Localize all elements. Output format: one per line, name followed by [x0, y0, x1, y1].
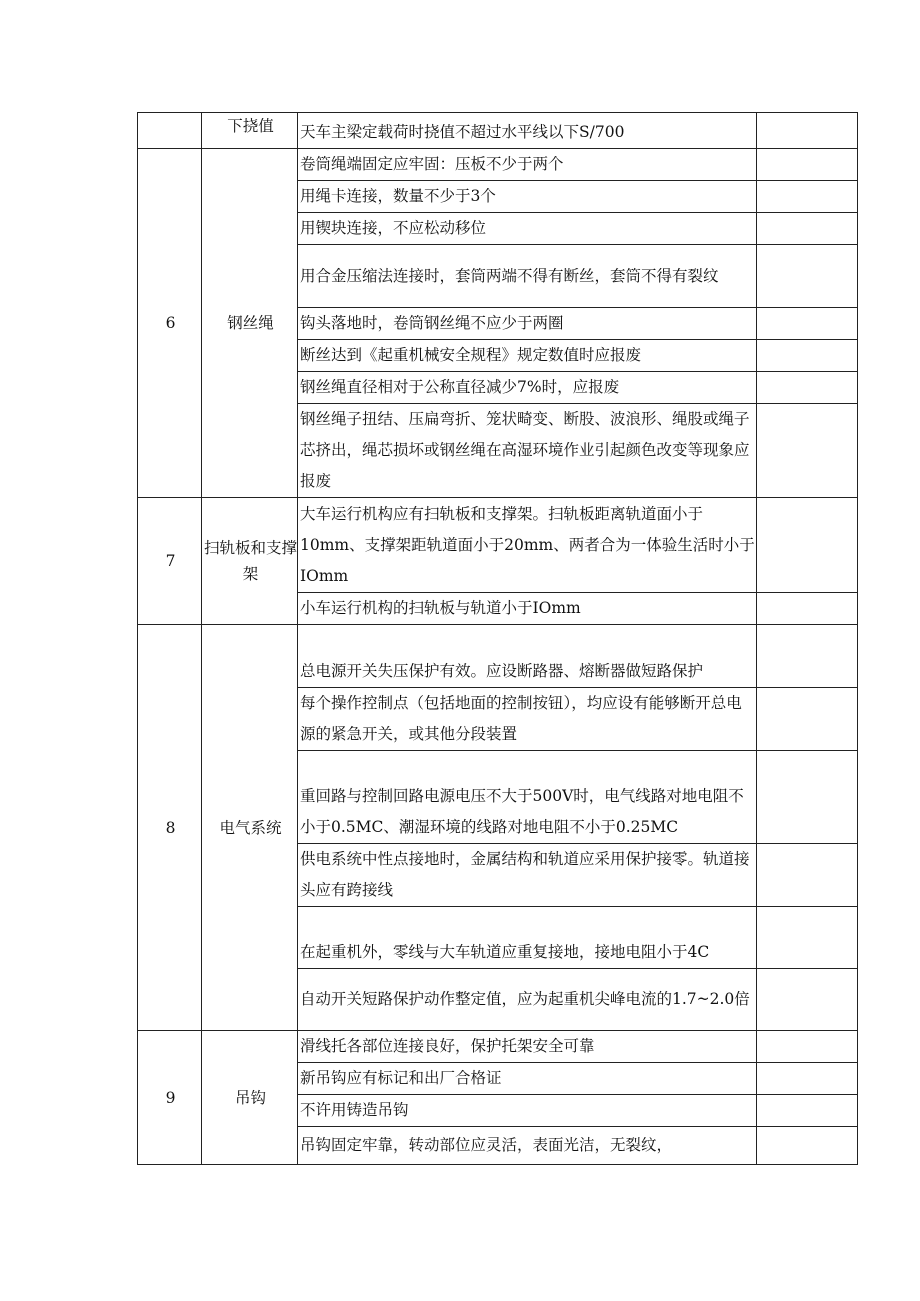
check-result-cell [757, 751, 858, 844]
item-number: 9 [138, 1031, 202, 1165]
requirement-text: 钢丝绳子扭结、压扁弯折、笼状畸变、断股、波浪形、绳股或绳子芯挤出，绳芯损坏或钢丝绳在高湿环境作业引起颜色改变等现象应报废 [298, 404, 757, 498]
check-result-cell [757, 625, 858, 688]
item-name: 扫轨板和支撑架 [202, 498, 298, 625]
requirement-text: 每个操作控制点（包括地面的控制按钮），均应设有能够断开总电源的紧急开关，或其他分段装置 [298, 688, 757, 751]
requirement-text: 滑线托各部位连接良好，保护托架安全可靠 [298, 1031, 757, 1063]
check-result-cell [757, 245, 858, 308]
item-name: 钢丝绳 [202, 149, 298, 498]
requirement-text: 大车运行机构应有扫轨板和支撑架。扫轨板距离轨道面小于10mm、支撑架距轨道面小于20mm、两者合为一体验生活时小于IOmm [298, 498, 757, 593]
requirement-text: 钢丝绳直径相对于公称直径减少7%时，应报废 [298, 372, 757, 404]
requirement-text: 天车主梁定载荷时挠值不超过水平线以下S/700 [298, 113, 757, 149]
item-name: 电气系统 [202, 625, 298, 1031]
requirement-text: 卷筒绳端固定应牢固：压板不少于两个 [298, 149, 757, 181]
requirement-text: 不许用铸造吊钩 [298, 1095, 757, 1127]
check-result-cell [757, 149, 858, 181]
table-row [138, 625, 858, 688]
item-number: 6 [138, 149, 202, 498]
check-result-cell [757, 372, 858, 404]
requirement-text: 重回路与控制回路电源电压不大于500V时，电气线路对地电阻不小于0.5MC、潮湿环境的线路对地电阻不小于0.25MC [298, 751, 757, 844]
inspection-table-body [138, 113, 858, 1165]
check-result-cell [757, 340, 858, 372]
item-name: 吊钩 [202, 1031, 298, 1165]
table-row [138, 149, 858, 181]
check-result-cell [757, 404, 858, 498]
requirement-text: 总电源开关失压保护有效。应设断路器、熔断器做短路保护 [298, 625, 757, 688]
item-number [138, 113, 202, 149]
check-result-cell [757, 498, 858, 593]
check-result-cell [757, 1095, 858, 1127]
requirement-text: 吊钩固定牢靠，转动部位应灵活，表面光洁，无裂纹， [298, 1127, 757, 1165]
check-result-cell [757, 844, 858, 907]
check-result-cell [757, 688, 858, 751]
table-row [138, 113, 858, 149]
requirement-text: 供电系统中性点接地时，金属结构和轨道应采用保护接零。轨道接头应有跨接线 [298, 844, 757, 907]
requirement-text: 自动开关短路保护动作整定值，应为起重机尖峰电流的1.7~2.0倍 [298, 969, 757, 1031]
check-result-cell [757, 113, 858, 149]
requirement-text: 钩头落地时，卷筒钢丝绳不应少于两圈 [298, 308, 757, 340]
check-result-cell [757, 1127, 858, 1165]
table-row [138, 498, 858, 593]
check-result-cell [757, 907, 858, 969]
table-row [138, 1031, 858, 1063]
item-name: 下挠值 [202, 113, 298, 149]
requirement-text: 新吊钩应有标记和出厂合格证 [298, 1063, 757, 1095]
check-result-cell [757, 1031, 858, 1063]
requirement-text: 用合金压缩法连接时，套筒两端不得有断丝，套筒不得有裂纹 [298, 245, 757, 308]
check-result-cell [757, 969, 858, 1031]
requirement-text: 用绳卡连接，数量不少于3个 [298, 181, 757, 213]
requirement-text: 断丝达到《起重机械安全规程》规定数值时应报废 [298, 340, 757, 372]
check-result-cell [757, 1063, 858, 1095]
requirement-text: 用锲块连接，不应松动移位 [298, 213, 757, 245]
requirement-text: 小车运行机构的扫轨板与轨道小于IOmm [298, 593, 757, 625]
check-result-cell [757, 308, 858, 340]
item-number: 7 [138, 498, 202, 625]
inspection-table [137, 112, 858, 1165]
requirement-text: 在起重机外，零线与大车轨道应重复接地，接地电阻小于4C [298, 907, 757, 969]
check-result-cell [757, 181, 858, 213]
item-number: 8 [138, 625, 202, 1031]
check-result-cell [757, 593, 858, 625]
check-result-cell [757, 213, 858, 245]
